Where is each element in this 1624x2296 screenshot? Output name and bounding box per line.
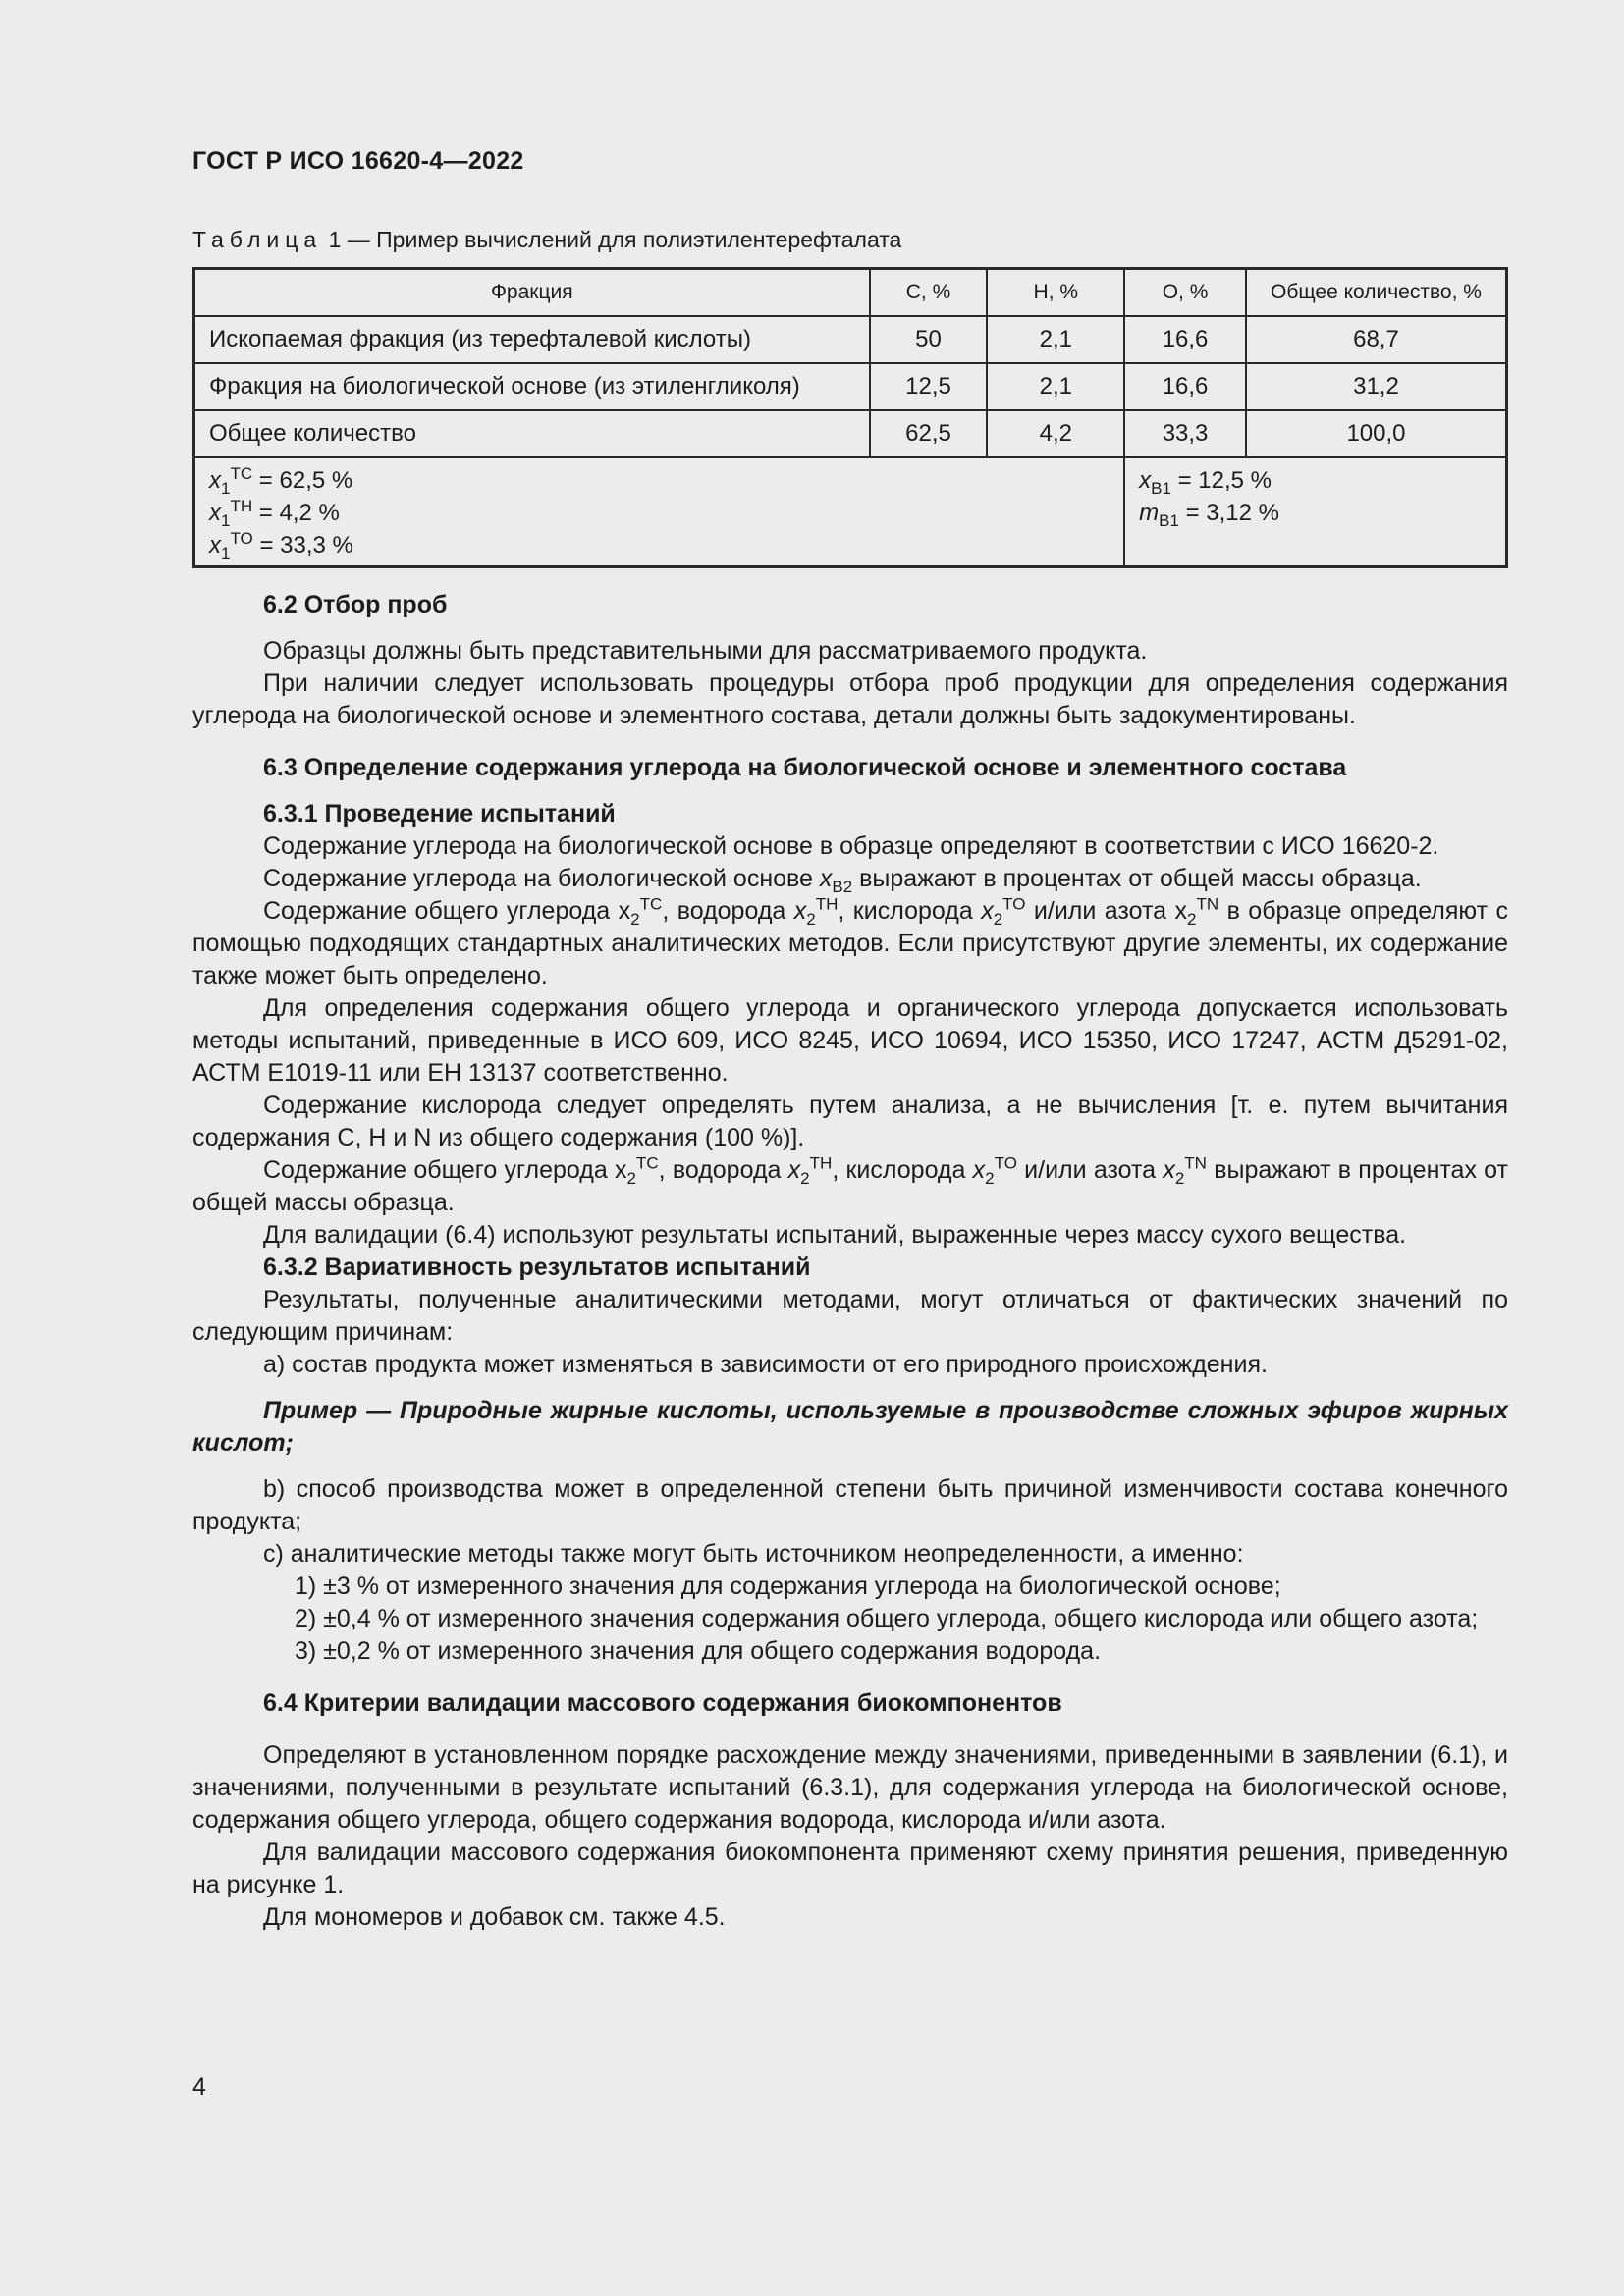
paragraph: Образцы должны быть представительными для рассматриваемого продукта. (263, 637, 1148, 665)
section-heading-6-3-2: 6.3.2 Вариативность результатов испытаний (263, 1254, 811, 1281)
table-cell: 50 (870, 316, 988, 363)
formulas-right (1124, 457, 1506, 567)
table-cell: 100,0 (1246, 410, 1507, 457)
table-cell: 4,2 (987, 410, 1124, 457)
example-note: Пример — Природные жирные кислоты, используемые в производстве сложных эфиров жирных кислот; (192, 1397, 1508, 1457)
list-item: 2) ±0,4 % от измеренного значения содержания общего углерода, общего кислорода или общего азота; (295, 1605, 1479, 1632)
table-cell: 2,1 (987, 316, 1124, 363)
table-cell: 31,2 (1246, 363, 1507, 410)
paragraph: Определяют в установленном порядке расхождение между значениями, приведенными в заявлении (6.1), и значениями, полученными в результате испытаний (6.3.1), для содержания углерода на биологической основе, содержания общего углерода, общего содержания водорода, кислорода и/или азота. (192, 1741, 1508, 1834)
col-header-total: Общее количество, % (1246, 269, 1507, 317)
table-caption-word: Таблица (192, 227, 323, 252)
paragraph: Для определения содержания общего углерода и органического углерода допускается использовать методы испытаний, приведенные в ИСО 609, ИСО 8245, ИСО 10694, ИСО 15350, ИСО 17247, АСТМ Д5291-02, АСТМ Е1019-11 или ЕН 13137 соответственно. (192, 994, 1508, 1087)
table-cell: 33,3 (1124, 410, 1246, 457)
table-row (194, 363, 1507, 410)
calculation-table (192, 267, 1508, 568)
formula-line: $x_{B1} = 12,5$ % (1139, 467, 1272, 498)
list-item: 1) ±3 % от измеренного значения для содержания углерода на биологической основе; (295, 1573, 1281, 1600)
paragraph: Для валидации массового содержания биокомпонента применяют схему принятия решения, приведенную на рисунке 1. (192, 1839, 1508, 1898)
table-cell: Ископаемая фракция (из терефталевой кислоты) (194, 316, 870, 363)
paragraph: Содержание общего углерода $x_2^{TC}$, водорода $x_2^{TH}$, кислорода $x_2^{TO}$ и/или азота $x_2^{TN}$ выражают в процентах от общей массы образца. (192, 1153, 1508, 1216)
formula-line: $x_1^{TC} = 62,5$ % (209, 464, 353, 498)
paragraph: Содержание кислорода следует определять путем анализа, а не вычисления [т. е. путем вычитания содержания С, Н и N из общего содержания (100 %)]. (192, 1092, 1508, 1151)
paragraph: Содержание углерода на биологической основе в образце определяют в соответствии с ИСО 16620-2. (263, 832, 1439, 860)
table-cell: 12,5 (870, 363, 988, 410)
table-caption-text: 1 — Пример вычислений для полиэтилентерефталата (322, 227, 902, 252)
formula-line: $x_1^{TH} = 4,2$ % (209, 497, 340, 530)
document-body (192, 589, 1508, 1934)
section-heading-6-4: 6.4 Критерии валидации массового содержания биокомпонентов (263, 1689, 1062, 1717)
paragraph: Содержание общего углерода $x_2^{TC}$, водорода $x_2^{TH}$, кислорода $x_2^{TO}$ и/или азота $x_2^{TN}$ в образце определяют с помощью подходящих стандартных аналитических методов. Если присутствуют другие элементы, их содержание также может быть определено. (192, 894, 1509, 989)
formula-line: $m_{B1} = 3,12$ % (1139, 500, 1280, 530)
section-heading-6-2: 6.2 Отбор проб (263, 591, 448, 618)
col-header-fraction: Фракция (194, 269, 870, 317)
section-heading-6-3: 6.3 Определение содержания углерода на биологической основе и элементного состава (263, 754, 1347, 781)
table-caption (192, 227, 901, 253)
table-cell: Общее количество (194, 410, 870, 457)
paragraph: Для мономеров и добавок см. также 4.5. (263, 1903, 726, 1931)
col-header-h: H, % (987, 269, 1124, 317)
formula-line: $x_1^{TO} = 33,3$ % (209, 529, 353, 562)
table-cell: 16,6 (1124, 363, 1246, 410)
list-item: 3) ±0,2 % от измеренного значения для общего содержания водорода. (295, 1637, 1102, 1665)
table-row (194, 316, 1507, 363)
section-heading-6-3-1: 6.3.1 Проведение испытаний (263, 800, 616, 828)
col-header-o: O, % (1124, 269, 1246, 317)
table-formula-row (194, 457, 1507, 567)
table-cell: 68,7 (1246, 316, 1507, 363)
table-cell: 16,6 (1124, 316, 1246, 363)
table-cell: 62,5 (870, 410, 988, 457)
list-item: a) состав продукта может изменяться в зависимости от его природного происхождения. (263, 1351, 1268, 1378)
formulas-left (194, 457, 1125, 567)
paragraph: Результаты, полученные аналитическими методами, могут отличаться от фактических значений по следующим причинам: (192, 1286, 1508, 1346)
table-cell: Фракция на биологической основе (из этиленгликоля) (194, 363, 870, 410)
list-item: b) способ производства может в определенной степени быть причиной изменчивости состава конечного продукта; (192, 1475, 1508, 1535)
col-header-c: C, % (870, 269, 988, 317)
document-header: ГОСТ Р ИСО 16620-4—2022 (192, 147, 524, 175)
list-item: c) аналитические методы также могут быть источником неопределенности, а именно: (263, 1540, 1244, 1568)
page-number: 4 (192, 2073, 206, 2101)
table-row (194, 410, 1507, 457)
paragraph: Содержание углерода на биологической основе $x_{B2}$ выражают в процентах от общей массы образца. (263, 865, 1422, 896)
table-header-row (194, 269, 1507, 317)
table-cell: 2,1 (987, 363, 1124, 410)
paragraph: Для валидации (6.4) используют результаты испытаний, выраженные через массу сухого вещества. (263, 1221, 1407, 1249)
paragraph: При наличии следует использовать процедуры отбора проб продукции для определения содержания углерода на биологической основе и элементного состава, детали должны быть задокументированы. (192, 669, 1508, 729)
